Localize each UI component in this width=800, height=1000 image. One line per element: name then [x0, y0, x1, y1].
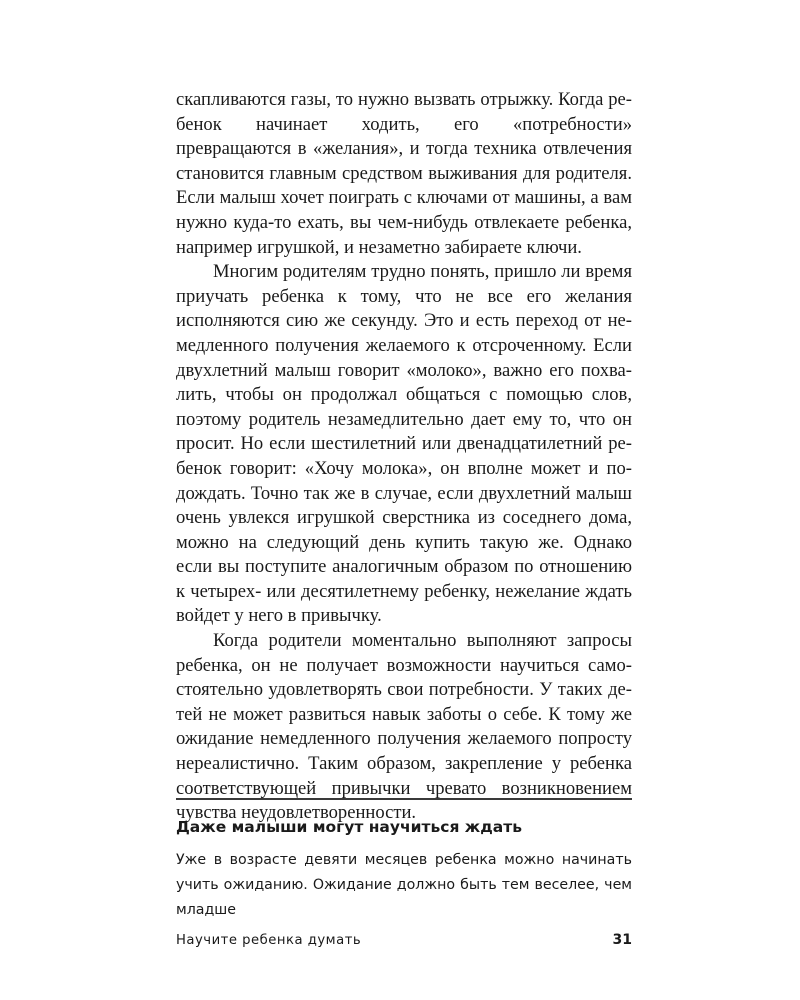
- paragraph-3: Когда родители моментально выполняют запросы ребенка, он не получает возможности научиться самостоятельно удовлетворять свои потребности. У таких детей не может развиться навык заботы о себе. К тому же ожидание немедленного получения желаемого попросту нереалистично. Таким образом, закрепление у ребенка соответствующей привычки чревато возникновением чувства неудовлетворенности.: [176, 630, 632, 824]
- page-footer: [176, 932, 632, 948]
- sidebar-text: Уже в возрасте девяти месяцев ребенка можно начинать учить ожиданию. Ожидание должно быть тем веселее, чем младше: [176, 852, 632, 918]
- section-divider: [176, 798, 632, 800]
- running-title: Научите ребенка думать: [176, 933, 362, 948]
- sidebar-heading: Даже малыши могут научиться ждать: [176, 818, 522, 836]
- page-number: 31: [612, 932, 632, 948]
- paragraph-1: скапливаются газы, то нужно вызвать отрыжку. Когда ребенок начинает ходить, его «потребности» превращаются в «желания», и тогда техника отвлечения становится главным средством выживания для родителя. Если малыш хочет поиграть с ключами от машины, а вам нужно куда-то ехать, вы чем-нибудь отвлекаете ребенка, например игрушкой, и незаметно забираете ключи.: [176, 89, 632, 258]
- paragraph-2: Многим родителям трудно понять, пришло ли время приучать ребенка к тому, что не все его желания исполняются сию же секунду. Это и есть переход от немедленного получения желаемого к отсроченному. Если двухлетний малыш говорит «молоко», важно его похвалить, чтобы он продолжал общаться с помощью слов, поэтому родитель незамедлительно дает ему то, что он просит. Но если шестилетний или двенадцатилетний ребенок говорит: «Хочу молока», он вполне может и подождать. Точно так же в случае, если двухлетний малыш очень увлекся игрушкой сверстника из соседнего дома, можно на следующий день купить такую же. Однако если вы поступите аналогичным образом по отношению к четырех- или десятилетнему ребенку, нежелание ждать войдет у него в привычку.: [176, 261, 632, 627]
- main-text-block: [176, 88, 632, 826]
- body-text: [176, 88, 632, 826]
